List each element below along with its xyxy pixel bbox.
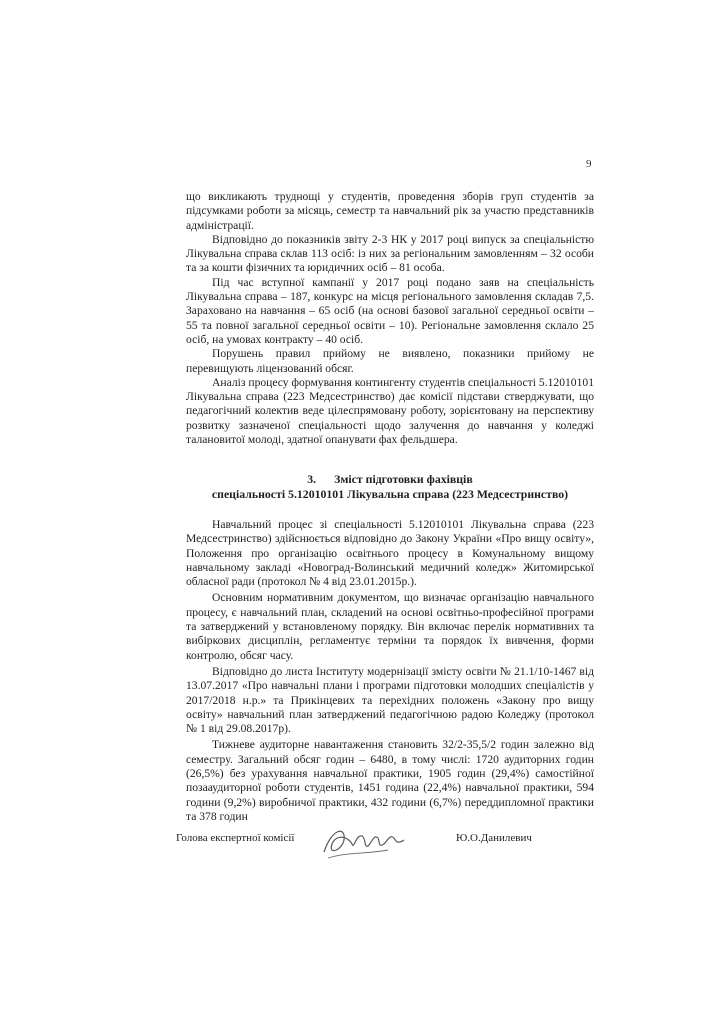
handwritten-signature-icon [318, 822, 408, 865]
paragraph: Аналіз процесу формування контингенту студентів спеціальності 5.12010101 Лікувальна справа (223 Медсестринство) дає комісії підстави стверджувати, що педагогічний колектив веде цілеспрямовану роботу, зорієнтовану на перспективу розвитку зазначеної спеціальності щодо залучення до навчання у коледжі талановитої молоді, здатної опанувати фах фельдшера. [186, 375, 594, 447]
section-title: Зміст підготовки фахівців [334, 472, 473, 486]
paragraph: Відповідно до показників звіту 2-3 НК у 2017 році випуск за спеціальністю Лікувальна справа склав 113 осіб: із них за регіональним замовленням – 32 особи та за кошти фізичних та юридичних осіб – 81 особа. [186, 232, 594, 275]
paragraph: Порушень правил прийому не виявлено, показники прийому не перевищують ліцензований обсяг. [186, 347, 594, 375]
body-text-bottom [186, 518, 594, 824]
body-text-top [186, 190, 594, 447]
paragraph: Навчальний процес зі спеціальності 5.12010101 Лікувальна справа (223 Медсестринство) здійснюється відповідно до Закону України «Про вищу освіту», Положення про організацію освітнього процесу в Комунальному вищому навчальному закладі «Новоград-Волинський медичний коледж» Житомирської обласної ради (протокол № 4 від 23.01.2015р.). [186, 518, 594, 589]
paragraph: Основним нормативним документом, що визначає організацію навчального процесу, є навчальний план, складений на основі освітньо-професійної програми та затверджений у встановленому порядку. Він включає перелік нормативних та вибіркових дисциплін, регламентує терміни та порядок їх вивчення, форми контролю, обсяг часу. [186, 591, 594, 662]
paragraph: що викликають труднощі у студентів, проведення зборів груп студентів за підсумками роботи за місяць, семестр та навчальний рік за участю представників адміністрації. [186, 190, 594, 232]
signature-title: Голова експертної комісії [176, 832, 295, 844]
paragraph: Відповідно до листа Інституту модернізації змісту освіти № 21.1/10-1467 від 13.07.2017 «Про навчальні плани і програми підготовки молодших спеціалістів у 2017/2018 н.р.» та Прикінцевих та перехідних положень «Закону про вищу освіту» навчальний план затверджений педагогічною радою Коледжу (протокол № 1 від 29.08.2017р). [186, 664, 594, 736]
section-heading-line1 [186, 472, 594, 487]
signature-name: Ю.О.Данилевич [456, 832, 532, 844]
paragraph: Під час вступної кампанії у 2017 році подано заяв на спеціальність Лікувальна справа – 187, конкурс на місця регіонального замовлення складав 7,5. Зараховано на навчання – 65 осіб (на основі базової загальної середньої освіти – 55 та повної загальної середньої освіти – 10). Регіональне замовлення склало 25 осіб, на умовах контракту – 40 осіб. [186, 275, 594, 346]
section-heading [186, 472, 594, 502]
paragraph: Тижневе аудиторне навантаження становить 32/2-35,5/2 годин залежно від семестру. Загальний обсяг годин – 6480, в тому числі: 1720 аудиторних годин (26,5%) без урахування навчальної практики, 1905 годин (29,4%) самостійної позааудиторної роботи студентів, 1451 година (22,4%) навчальної практики, 594 години (9,2%) виробничої практики, 432 години (6,7%) переддипломної практики та 378 годин [186, 738, 594, 823]
signature-row [176, 832, 596, 872]
page-number: 9 [586, 158, 592, 170]
section-subtitle: спеціальності 5.12010101 Лікувальна справа (223 Медсестринство) [211, 487, 569, 501]
section-number: 3. [307, 472, 317, 486]
